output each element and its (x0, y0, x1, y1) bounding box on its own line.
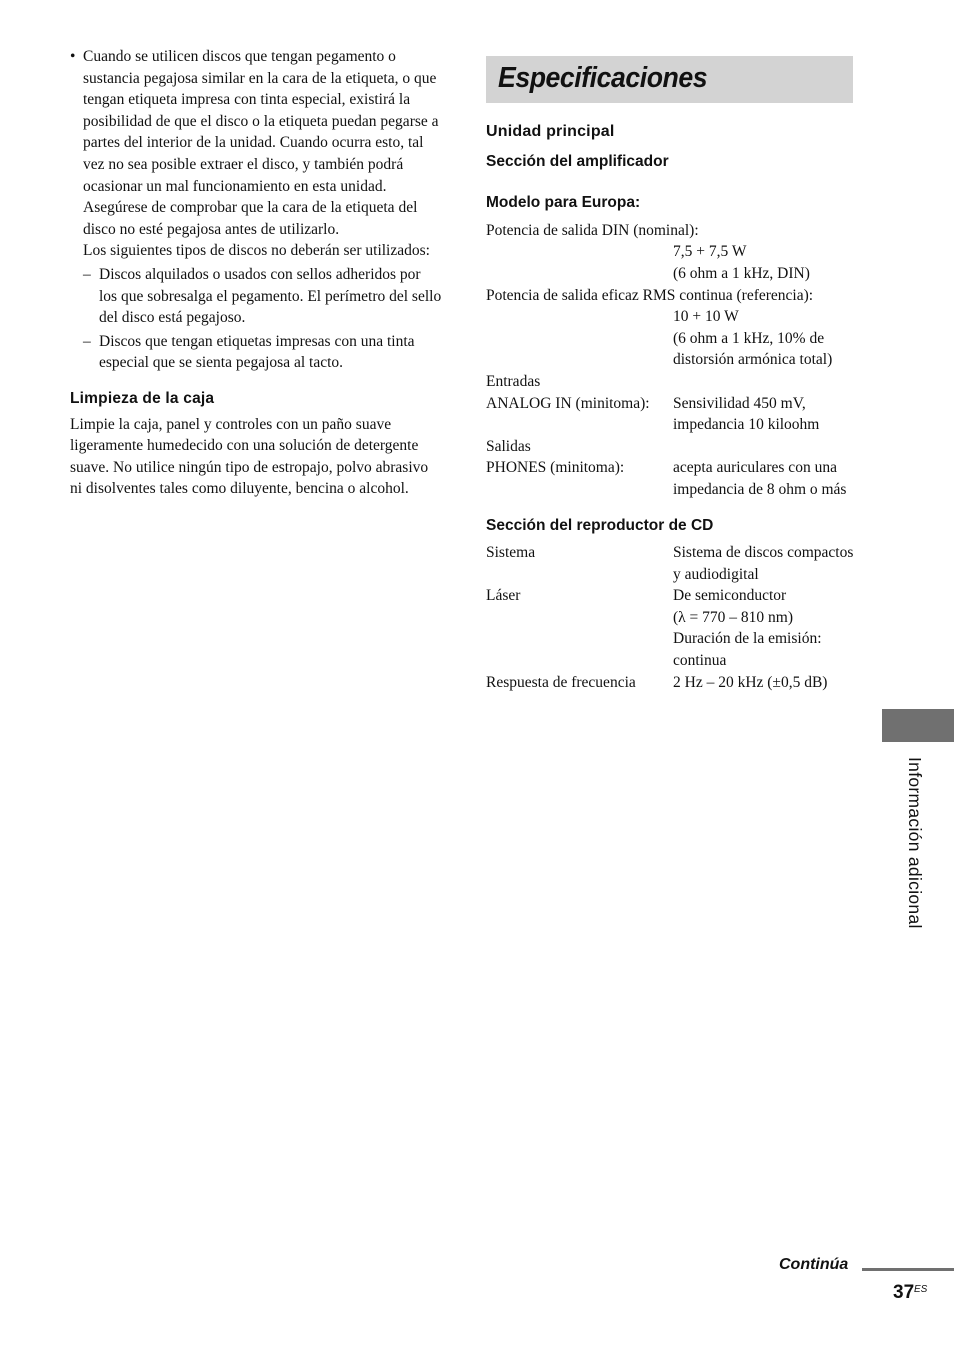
inputs-label: Entradas (486, 372, 541, 390)
analog-value: Sensivilidad 450 mV, impedancia 10 kiloohm (673, 394, 820, 434)
section-tab-label: Información adicional (905, 757, 925, 929)
dash-list-item (83, 331, 442, 374)
analog-label: ANALOG IN (minitoma): (486, 394, 650, 412)
din-value-note: (6 ohm a 1 kHz, DIN) (673, 264, 810, 282)
right-column (486, 118, 856, 693)
spec-row-frequency (486, 672, 856, 694)
cleaning-text: Limpie la caja, panel y controles con un paño suave ligeramente humedecido con una solución de detergente suave. No utilice ningún tipo de estropajo, polvo abrasivo ni disolventes tales como diluyente, bencina o alcohol. (70, 415, 429, 498)
rms-label: Potencia de salida eficaz RMS continua (referencia): (486, 286, 814, 304)
laser-value: De semiconductor (673, 587, 787, 605)
outputs-label: Salidas (486, 437, 531, 455)
dash-item-text: Discos que tengan etiquetas impresas con una tinta especial que se sienta pegajosa al tacto. (99, 332, 415, 372)
spec-row-laser (486, 585, 856, 671)
system-label: Sistema (486, 544, 536, 562)
dash-item-text: Discos alquilados o usados con sellos adheridos por los que sobresalga el pegamento. El perímetro del sello del disco está pegajoso. (99, 265, 442, 327)
dash-symbol: – (83, 265, 91, 283)
model-heading: Modelo para Europa: (486, 194, 641, 212)
unit-heading: Unidad principal (486, 123, 615, 140)
dash-list-item (83, 264, 442, 329)
page-number: 37 (893, 1282, 915, 1303)
laser-wavelength: (λ = 770 – 810 nm) (673, 608, 794, 626)
dash-symbol: – (83, 332, 91, 350)
bullet-symbol: • (70, 48, 76, 65)
page-title: Especificaciones (498, 62, 708, 94)
phones-value: acepta auriculares con una impedancia de 8 ohm o más (673, 459, 847, 498)
din-label: Potencia de salida DIN (nominal): (486, 221, 699, 239)
rms-value-note: (6 ohm a 1 kHz, 10% de distorsión armónica total) (673, 329, 833, 369)
laser-label: Láser (486, 587, 521, 605)
title-banner (486, 56, 853, 103)
dash-list (83, 264, 442, 374)
frequency-value: 2 Hz – 20 kHz (±0,5 dB) (673, 673, 828, 691)
rms-value: 10 + 10 W (673, 308, 739, 326)
spec-row-phones (486, 457, 856, 500)
spec-row-analog (486, 393, 856, 436)
bullet-followup-text: Los siguientes tipos de discos no deberán ser utilizados: (83, 242, 430, 260)
laser-emission: Duración de la emisión: continua (673, 630, 822, 670)
din-value: 7,5 + 7,5 W (673, 243, 747, 261)
cleaning-heading: Limpieza de la caja (70, 389, 215, 407)
frequency-label: Respuesta de frecuencia (486, 673, 636, 691)
page-language-suffix: ES (914, 1284, 928, 1295)
continued-rule (862, 1268, 954, 1271)
section-tab-marker (882, 709, 954, 742)
spec-row-system (486, 542, 856, 585)
bullet-text: Cuando se utilicen discos que tengan pegamento o sustancia pegajosa similar en la cara de la etiqueta, o que tengan etiqueta impresa con tinta especial, existirá la posibilidad de que el disco o la etiqueta puedan pegarse a partes del interior de la unidad. Cuando ocurra esto, tal vez no sea posible extraer el disco, y también podrá ocasionar un mal funcionamiento en esta unidad. Asegúrese de comprobar que la cara de la etiqueta del disco no esté pegajosa antes de utilizarlo. (83, 48, 439, 238)
cd-heading: Sección del reproductor de CD (486, 516, 714, 534)
left-column (70, 46, 442, 500)
system-value: Sistema de discos compactos y audiodigital (673, 544, 854, 583)
amplifier-heading: Sección del amplificador (486, 152, 669, 170)
bullet-item (70, 46, 442, 374)
continued-label: Continúa (779, 1256, 849, 1273)
laser-values (673, 585, 856, 671)
phones-label: PHONES (minitoma): (486, 459, 625, 477)
